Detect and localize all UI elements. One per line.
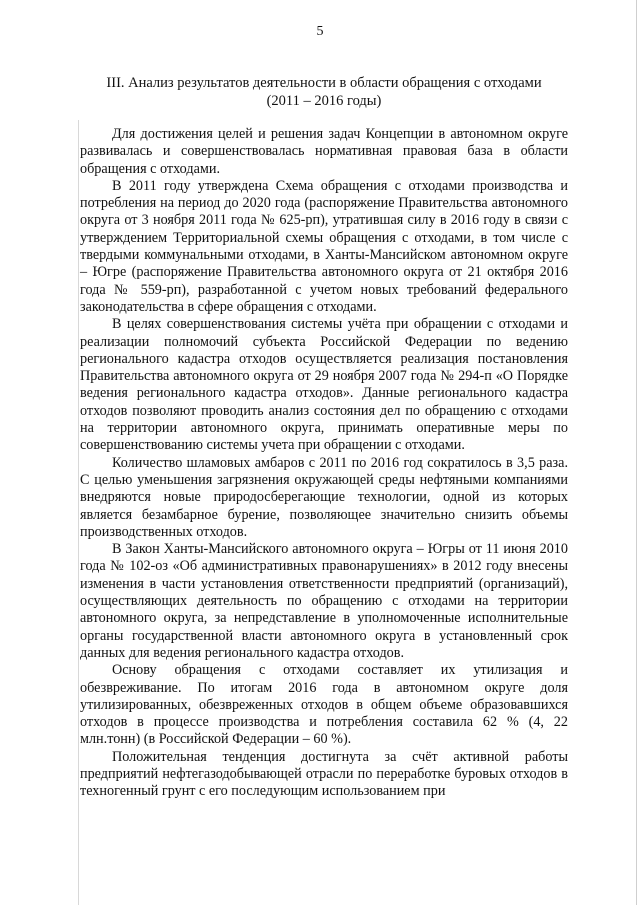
scan-edge-right: [636, 0, 637, 905]
paragraph-waste-cadastre: В целях совершенствования системы учёта при обращении с отходами и реализации полномочий субъекта Российской Федерации по ведению регионального кадастра отходов осуществляется реализация постановления Правительства автономного округа от 29 ноября 2007 года № 294-п «О Порядке ведения регионального кадастра отходов». Данные регионального кадастра отходов позволяют проводить анализ состояния дел по обращению с отходами на территории автономного округа, принимать оперативные меры по совершенствованию системы учета при обращении с отходами.: [80, 316, 568, 454]
section-heading: [80, 74, 568, 110]
paragraph-utilization-share: Основу обращения с отходами составляет их утилизация и обезвреживание. По итогам 2016 года в автономном округе доля утилизированных, обезвреженных отходов в общем объеме образовавшихся отходов в процессе производства и потребления составила 62 % (4, 22 млн.тонн) (в Российской Федерации – 60 %).: [80, 662, 568, 748]
paragraph-waste-scheme: В 2011 году утверждена Схема обращения с отходами производства и потребления на период до 2020 года (распоряжение Правительства автономного округа от 3 ноября 2011 года № 625-рп), утратившая силу в 2016 году в связи с утверждением Территориальной схемы обращения с отходами, в том числе с твердыми коммунальными отходами, в Ханты-Мансийском автономном округе – Югре (распоряжение Правительства автономного округа от 21 октября 2016 года № 559-рп), разработанной с учетом новых требований федерального законодательства в сфере обращения с отходами.: [80, 177, 568, 315]
scan-edge-left: [78, 120, 79, 905]
paragraph-sludge-pits: Количество шламовых амбаров с 2011 по 2016 год сократилось в 3,5 раза. С целью уменьшения загрязнения окружающей среды нефтяными компаниями внедряются новые природосберегающие технологии, одной из которых является безамбарное бурение, позволяющее значительно снизить объемы производственных отходов.: [80, 454, 568, 540]
paragraph-positive-trend: Положительная тенденция достигнута за счёт активной работы предприятий нефтегазодобывающей отрасли по переработке буровых отходов в техногенный грунт с его последующим использованием при: [80, 748, 568, 800]
section-heading-line-2: (2011 – 2016 годы): [266, 93, 382, 109]
paragraph-legal-base: Для достижения целей и решения задач Концепции в автономном округе развивалась и совершенствовалась нормативная правовая база в области обращения с отходами.: [80, 126, 568, 177]
body-text: [80, 126, 568, 801]
section-heading-line-1: III. Анализ результатов деятельности в области обращения с отходами: [106, 75, 542, 91]
paragraph-administrative-law: В Закон Ханты-Мансийского автономного округа – Югры от 11 июня 2010 года № 102-оз «Об административных правонарушениях» в 2012 году внесены изменения в части установления ответственности предприятий (организаций), осуществляющих деятельность по обращению с отходами на территории автономного округа, за непредставление в уполномоченные исполнительные органы государственной власти автономного округа в установленный срок данных для ведения регионального кадастра отходов.: [80, 541, 568, 661]
page-number: 5: [316, 24, 324, 39]
